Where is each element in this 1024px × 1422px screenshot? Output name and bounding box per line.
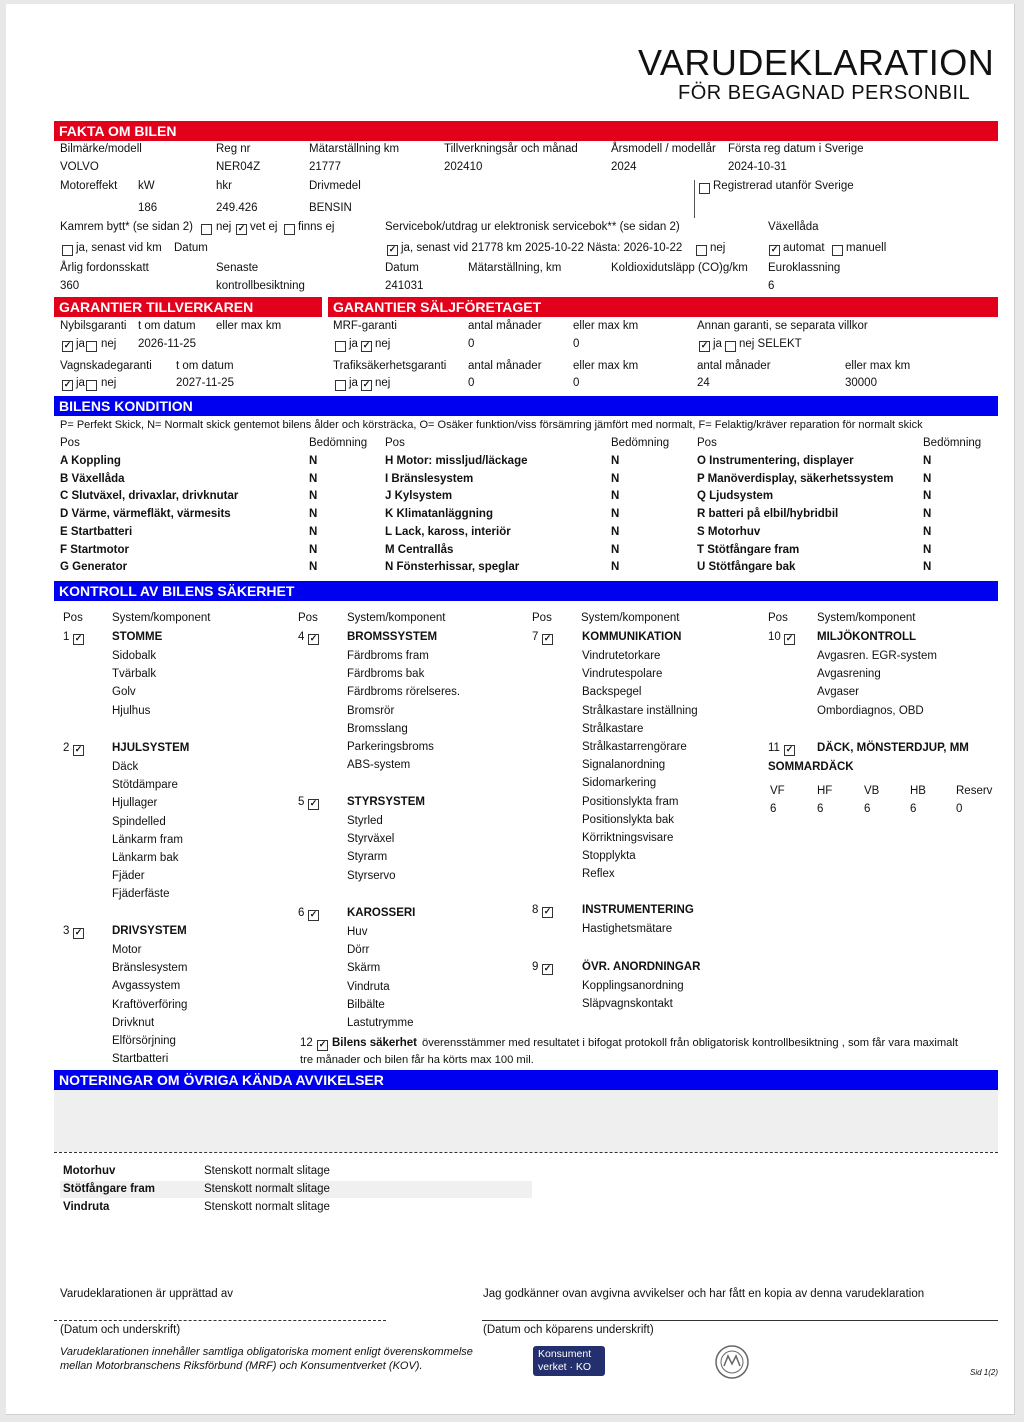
manuell-checkbox[interactable]: [832, 245, 843, 256]
kondition-rating: N: [923, 490, 932, 503]
trafik-man-value: 0: [468, 377, 475, 389]
kontroll-group-number: 5: [298, 796, 305, 808]
kontroll-item: Spindelled: [112, 815, 166, 828]
vagn-nej-label: nej: [101, 377, 117, 389]
kontroll-item: Hjullager: [112, 797, 158, 810]
kontroll-item: Sidobalk: [112, 650, 157, 662]
besiktning-matar-label: Mätarställning, km: [468, 262, 562, 274]
kontroll-item: Färdbroms bak: [347, 668, 425, 681]
fakta-label: Bilmärke/modell: [60, 143, 142, 155]
trafik-km-value: 0: [573, 377, 580, 389]
kontroll-group-checkbox[interactable]: [542, 634, 553, 645]
kondition-legend: P= Perfekt Skick, N= Normalt skick gentemot bilens ålder och körsträcka, O= Osäker funktion/viss försämring jämfört med normalt, F= Felaktig/kräver reparation för normalt skick: [60, 419, 923, 431]
besiktning-datum-value: 241031: [385, 280, 424, 292]
footer-note-line2: mellan Motorbranschens Riksförbund (MRF) och Konsumentverket (KOV).: [60, 1360, 423, 1372]
sakerhet-bold: Bilens säkerhet: [332, 1037, 418, 1049]
kontroll-item: Fjäder: [112, 870, 145, 883]
signature-line-seller: [54, 1320, 386, 1321]
kontroll-group-title: STOMME: [112, 631, 163, 643]
annan-man-label: antal månader: [697, 360, 771, 372]
tyre-value: 6: [817, 803, 824, 815]
kontroll-item: Styrled: [347, 815, 383, 827]
kontroll-item: Huv: [347, 926, 368, 938]
kontroll-group-number: 7: [532, 631, 539, 643]
kondition-rating: N: [309, 455, 318, 467]
besiktning-datum-label: Datum: [385, 262, 419, 274]
kamrem-ja-checkbox[interactable]: [62, 245, 73, 256]
kondition-item: M Centrallås: [385, 543, 454, 556]
kontroll-item: Drivknut: [112, 1016, 155, 1029]
mrf-nej-checkbox[interactable]: [361, 341, 372, 352]
kontroll-group-number: 6: [298, 907, 305, 919]
kontroll-item: Backspegel: [582, 686, 642, 699]
kontroll-group-checkbox[interactable]: [308, 799, 319, 810]
kontroll-item: Parkeringsbroms: [347, 741, 434, 753]
kamrem-finns-ej-checkbox[interactable]: [284, 224, 295, 235]
kondition-item: U Stötfångare bak: [697, 561, 796, 574]
kontroll-item: Fjäderfäste: [112, 888, 170, 901]
senaste-value: kontrollbesiktning: [216, 280, 305, 292]
notes-divider: [54, 1152, 998, 1153]
kondition-item: J Kylsystem: [385, 490, 453, 503]
kontroll-group-title: ÖVR. ANORDNINGAR: [582, 961, 701, 973]
kontroll-pos-header: Pos: [532, 612, 552, 624]
skatt-value: 360: [60, 280, 80, 292]
drivmedel-value: BENSIN: [309, 202, 352, 214]
kondition-item: S Motorhuv: [697, 525, 761, 538]
document-subtitle: FÖR BEGAGNAD PERSONBIL: [678, 82, 971, 104]
kontroll-group-number: 3: [63, 925, 70, 937]
annan-km-label: eller max km: [845, 360, 911, 372]
kontroll-item: Stötdämpare: [112, 779, 178, 792]
reg-utanfor-label: Registrerad utanför Sverige: [713, 180, 854, 192]
kondition-item: D Värme, värmefläkt, värmesits: [60, 508, 231, 521]
tyre-label: VB: [864, 785, 880, 797]
servicebok-label: Servicebok/utdrag ur elektronisk servicebok** (se sidan 2): [385, 221, 680, 233]
note-text: Stenskott normalt slitage: [204, 1201, 330, 1213]
kontroll-item: Stopplykta: [582, 850, 636, 863]
nybil-label: Nybilsgaranti: [60, 320, 127, 332]
tyre-value: 0: [956, 803, 963, 815]
note-text: Stenskott normalt slitage: [204, 1183, 330, 1195]
document-page: [6, 4, 1015, 1415]
mrf-ja-checkbox[interactable]: [335, 341, 346, 352]
fakta-label: Tillverkningsår och månad: [444, 143, 578, 155]
kontroll-group-checkbox[interactable]: [784, 745, 795, 756]
kondition-rating: N: [923, 525, 932, 538]
note-label: Motorhuv: [63, 1165, 116, 1177]
trafik-ja-label: ja: [349, 377, 358, 389]
vagn-tom-label: t om datum: [176, 360, 234, 372]
vaxellada-label: Växellåda: [768, 221, 819, 233]
kondition-rating: N: [309, 561, 318, 574]
kontroll-group-title: DRIVSYSTEM: [112, 925, 187, 937]
vagn-ja-label: ja: [76, 377, 85, 389]
kontroll-system-header: System/komponent: [817, 612, 916, 624]
kontroll-item: Positionslykta bak: [582, 813, 675, 826]
kontroll-group-title: STYRSYSTEM: [347, 796, 425, 808]
kamrem-finns-ej-label: finns ej: [298, 221, 335, 233]
kondition-rating: N: [309, 508, 318, 521]
kontroll-item: Styrservo: [347, 869, 396, 882]
note-label: Stötfångare fram: [63, 1183, 156, 1195]
nybil-km-label: eller max km: [216, 320, 282, 332]
kondition-pos-header: Pos: [697, 437, 717, 449]
kondition-rating: N: [923, 561, 932, 574]
kondition-rating: N: [309, 490, 318, 503]
kontroll-item: Ombordiagnos, OBD: [817, 704, 924, 717]
fakta-value: NER04Z: [216, 161, 261, 173]
kontroll-item: Sidomarkering: [582, 777, 657, 790]
drivmedel-label: Drivmedel: [309, 180, 361, 192]
kontroll-group-number: 1: [63, 631, 70, 643]
tyre-label: HB: [910, 785, 926, 797]
tyre-value: 6: [864, 803, 871, 815]
kondition-rating: N: [611, 455, 620, 467]
kondition-item: O Instrumentering, displayer: [697, 455, 854, 467]
note-label: Vindruta: [63, 1201, 110, 1213]
kontroll-system-header: System/komponent: [581, 612, 680, 624]
kontroll-group-checkbox[interactable]: [542, 907, 553, 918]
page-number: Sid 1(2): [970, 1368, 999, 1377]
vagn-ja-checkbox[interactable]: [62, 380, 73, 391]
annan-ja-label: ja: [713, 338, 722, 350]
annan-selekt: nej SELEKT: [739, 338, 802, 350]
kontroll-item: Styrarm: [347, 851, 388, 864]
kontroll-group-title: DÄCK, MÖNSTERDJUP, MM: [817, 742, 969, 754]
kontroll-group-checkbox[interactable]: [542, 964, 553, 975]
kontroll-group-checkbox[interactable]: [308, 910, 319, 921]
kontroll-item: Strålkastarrengörare: [582, 741, 687, 753]
kamrem-nej-checkbox[interactable]: [201, 224, 212, 235]
kontroll-item: Kraftöverföring: [112, 998, 188, 1011]
fakta-label: Mätarställning km: [309, 143, 400, 155]
kontroll-group-title: KAROSSERI: [347, 907, 416, 919]
kontroll-item: Bromsslang: [347, 722, 408, 735]
kondition-bedomning-header: Bedömning: [611, 437, 670, 449]
kontroll-item: Vindrutetorkare: [582, 650, 661, 662]
kontroll-item: Avgasrening: [817, 668, 881, 681]
fakta-value: 2024-10-31: [728, 161, 787, 173]
kontroll-group-title: INSTRUMENTERING: [582, 904, 694, 916]
kontroll-item: Avgassystem: [112, 980, 181, 993]
kondition-item: H Motor: missljud/läckage: [385, 455, 528, 467]
kontroll-group-checkbox[interactable]: [73, 928, 84, 939]
motoreffekt-label: Motoreffekt: [60, 180, 118, 192]
datum-underskrift-label: (Datum och underskrift): [60, 1324, 181, 1336]
fakta-label: Årsmodell / modellår: [611, 143, 716, 155]
kondition-rating: N: [923, 455, 932, 467]
kondition-item: P Manöverdisplay, säkerhetssystem: [697, 472, 894, 485]
kontroll-12-number: 12: [300, 1037, 313, 1049]
skatt-label: Årlig fordonsskatt: [60, 262, 149, 274]
kontroll-item: Strålkastare inställning: [582, 704, 698, 717]
servicebok-ja-checkbox[interactable]: [387, 245, 398, 256]
annan-nej-checkbox[interactable]: [725, 341, 736, 352]
kontroll-item: Länkarm fram: [112, 833, 183, 846]
godkanner-label: Jag godkänner ovan avgivna avvikelser och har fått en kopia av denna varudeklaration: [483, 1288, 925, 1300]
kamrem-vet-ej-label: vet ej: [250, 221, 278, 233]
euro-value: 6: [768, 280, 775, 292]
divider-line: [694, 180, 695, 218]
trafik-nej-label: nej: [375, 377, 391, 389]
senaste-label: Senaste: [216, 262, 259, 274]
kov-logo-line2: verket · KO: [538, 1361, 592, 1373]
servicebok-nej-label: nej: [710, 242, 726, 254]
fakta-label: Reg nr: [216, 143, 251, 155]
mrf-nej-label: nej: [375, 338, 391, 350]
signature-line-buyer: [482, 1320, 998, 1321]
kontroll-group-number: 9: [532, 961, 539, 973]
kontroll-item: Hastighetsmätare: [582, 923, 673, 935]
trafik-nej-checkbox[interactable]: [361, 380, 372, 391]
nybil-ja-label: ja: [76, 338, 85, 350]
nybil-tom-label: t om datum: [138, 320, 196, 332]
mrf-man-label: antal månader: [468, 320, 542, 332]
tyre-value: 6: [770, 803, 777, 815]
kondition-rating: N: [611, 543, 620, 556]
hkr-label: hkr: [216, 180, 232, 192]
kontroll-item: Reflex: [582, 868, 615, 881]
kontroll-item: ABS-system: [347, 759, 411, 772]
kondition-item: A Koppling: [60, 455, 121, 467]
kondition-item: K Klimatanläggning: [385, 508, 493, 521]
nybil-date: 2026-11-25: [138, 338, 196, 350]
fakta-value: 2024: [611, 161, 637, 173]
kw-label: kW: [138, 180, 155, 192]
kondition-item: N Fönsterhissar, speglar: [385, 561, 520, 574]
annan-man-value: 24: [697, 377, 710, 389]
kontroll-item: Färdbroms fram: [347, 650, 429, 662]
nybil-ja-checkbox[interactable]: [62, 341, 73, 352]
tyre-label: VF: [770, 785, 785, 797]
kondition-rating: N: [611, 508, 620, 521]
kontroll-item: Tvärbalk: [112, 668, 157, 681]
kontroll-pos-header: Pos: [768, 612, 788, 624]
mrf-man-value: 0: [468, 338, 475, 350]
kondition-rating: N: [923, 472, 932, 485]
kontroll-item: Släpvagnskontakt: [582, 998, 673, 1011]
vagnskada-label: Vagnskadegaranti: [60, 360, 152, 372]
sakerhet-text: överensstämmer med resultatet i bifogat protokoll från obligatorisk kontrollbesiktning , som får vara maximalt: [422, 1037, 958, 1049]
kontroll-item: Avgasren. EGR-system: [817, 650, 937, 662]
kontroll-item: Länkarm bak: [112, 852, 179, 864]
sakerhet-text2: tre månader och bilen får ha körts max 100 mil.: [300, 1054, 534, 1066]
nybil-nej-checkbox[interactable]: [86, 341, 97, 352]
kondition-rating: N: [611, 472, 620, 485]
kontroll-group-checkbox[interactable]: [784, 634, 795, 645]
tyre-value: 6: [910, 803, 917, 815]
kamrem-label: Kamrem bytt* (se sidan 2): [60, 221, 193, 233]
kamrem-nej-label: nej: [216, 221, 232, 233]
kondition-item: L Lack, kaross, interiör: [385, 525, 511, 538]
kontroll-item: Kopplingsanordning: [582, 980, 684, 992]
kontroll-group-title: MILJÖKONTROLL: [817, 631, 917, 643]
mrf-km-value: 0: [573, 338, 580, 350]
kontroll-group-title: KOMMUNIKATION: [582, 631, 682, 643]
kontroll-item: Färdbroms rörelseres.: [347, 686, 461, 699]
section-fakta: FAKTA OM BILEN: [54, 121, 998, 141]
kontroll-item: Bränslesystem: [112, 962, 188, 975]
kov-logo-line1: Konsument: [538, 1348, 592, 1360]
section-noteringar: NOTERINGAR OM ÖVRIGA KÄNDA AVVIKELSER: [54, 1070, 998, 1090]
kontroll-item: Strålkastare: [582, 722, 644, 735]
mrf-ja-label: ja: [349, 338, 358, 350]
kontroll-item: Signalanordning: [582, 759, 666, 772]
fakta-value: 21777: [309, 161, 341, 173]
kondition-item: F Startmotor: [60, 543, 129, 556]
kontroll-item: Avgaser: [817, 686, 859, 699]
kw-value: 186: [138, 202, 158, 214]
kondition-item: B Växellåda: [60, 472, 125, 485]
kondition-bedomning-header: Bedömning: [309, 437, 368, 449]
co2-label: Koldioxidutsläpp (CO)g/km: [611, 262, 748, 274]
kondition-item: I Bränslesystem: [385, 472, 474, 485]
kondition-bedomning-header: Bedömning: [923, 437, 982, 449]
kontroll-item: Vindruta: [347, 980, 390, 993]
mrf-label: MRF-garanti: [333, 320, 397, 332]
kontroll-item: Elförsörjning: [112, 1035, 176, 1047]
kondition-rating: N: [309, 525, 318, 538]
tyre-label: HF: [817, 785, 833, 797]
kontroll-item: Vindrutespolare: [582, 668, 663, 681]
kamrem-vet-ej-checkbox[interactable]: [236, 224, 247, 235]
hkr-value: 249.426: [216, 202, 258, 214]
sakerhet-checkbox[interactable]: [317, 1040, 328, 1051]
euro-label: Euroklassning: [768, 262, 841, 274]
vagn-date: 2027-11-25: [176, 377, 234, 389]
nybil-nej-label: nej: [101, 338, 117, 350]
trafik-km-label: eller max km: [573, 360, 639, 372]
kontroll-item: Dörr: [347, 944, 370, 957]
kontroll-group-number: 8: [532, 904, 539, 916]
kontroll-item: Golv: [112, 686, 136, 699]
kontroll-group-checkbox[interactable]: [73, 745, 84, 756]
trafik-man-label: antal månader: [468, 360, 542, 372]
servicebok-nej-checkbox[interactable]: [696, 245, 707, 256]
kontroll-item: Skärm: [347, 962, 381, 975]
kamrem-datum-label: Datum: [174, 242, 208, 254]
kontroll-pos-header: Pos: [298, 612, 318, 624]
sommardack-label: SOMMARDÄCK: [768, 761, 854, 773]
manuell-label: manuell: [846, 242, 887, 254]
upprattad-label: Varudeklarationen är upprättad av: [60, 1288, 234, 1300]
trafik-ja-checkbox[interactable]: [335, 380, 346, 391]
kondition-pos-header: Pos: [385, 437, 405, 449]
annan-ja-checkbox[interactable]: [699, 341, 710, 352]
kondition-item: C Slutväxel, drivaxlar, drivknutar: [60, 490, 239, 503]
kontroll-group-number: 2: [63, 742, 70, 754]
kamrem-ja-label: ja, senast vid km: [76, 242, 162, 254]
kondition-rating: N: [923, 543, 932, 556]
kondition-pos-header: Pos: [60, 437, 80, 449]
kontroll-item: Bromsrör: [347, 704, 395, 717]
kondition-item: G Generator: [60, 561, 128, 574]
kondition-item: R batteri på elbil/hybridbil: [697, 508, 839, 521]
reg-utanfor-checkbox[interactable]: [699, 183, 710, 194]
kontroll-system-header: System/komponent: [112, 612, 211, 624]
section-kondition: BILENS KONDITION: [54, 396, 998, 416]
kontroll-group-number: 10: [768, 631, 781, 643]
kondition-rating: N: [309, 472, 318, 485]
kondition-item: E Startbatteri: [60, 525, 133, 538]
kontroll-item: Däck: [112, 761, 139, 773]
kontroll-item: Körriktningsvisare: [582, 832, 674, 844]
automat-label: automat: [783, 242, 825, 254]
trafik-label: Trafiksäkerhetsgaranti: [333, 360, 447, 372]
section-kontroll: KONTROLL AV BILENS SÄKERHET: [54, 581, 998, 601]
mrf-seal-icon: [714, 1344, 750, 1380]
datum-kopare-label: (Datum och köparens underskrift): [483, 1324, 654, 1336]
kondition-rating: N: [923, 508, 932, 521]
kontroll-item: Styrväxel: [347, 833, 395, 846]
tyre-label: Reserv: [956, 785, 993, 797]
kontroll-group-checkbox[interactable]: [308, 634, 319, 645]
section-garanti-tillverkaren: GARANTIER TILLVERKAREN: [54, 297, 322, 317]
fakta-value: 202410: [444, 161, 483, 173]
kontroll-item: Bilbälte: [347, 998, 385, 1011]
kontroll-system-header: System/komponent: [347, 612, 446, 624]
footer-note-line1: Varudeklarationen innehåller samtliga obligatoriska moment enligt överenskommelse: [60, 1346, 473, 1358]
automat-checkbox[interactable]: [769, 245, 780, 256]
kontroll-pos-header: Pos: [63, 612, 83, 624]
kontroll-group-checkbox[interactable]: [73, 634, 84, 645]
annan-km-value: 30000: [845, 377, 877, 389]
annan-label: Annan garanti, se separata villkor: [697, 320, 868, 332]
section-garanti-saljforetaget: GARANTIER SÄLJFÖRETAGET: [328, 297, 998, 317]
kontroll-group-title: BROMSSYSTEM: [347, 631, 438, 643]
kondition-item: T Stötfångare fram: [697, 543, 800, 556]
kontroll-group-title: HJULSYSTEM: [112, 742, 190, 754]
kondition-rating: N: [611, 561, 620, 574]
fakta-value: VOLVO: [60, 161, 99, 173]
kontroll-item: Lastutrymme: [347, 1017, 414, 1029]
kondition-rating: N: [611, 525, 620, 538]
kondition-item: Q Ljudsystem: [697, 490, 774, 503]
kontroll-item: Motor: [112, 944, 142, 956]
note-text: Stenskott normalt slitage: [204, 1165, 330, 1177]
vagn-nej-checkbox[interactable]: [86, 380, 97, 391]
kontroll-item: Startbatteri: [112, 1053, 169, 1066]
konsumentverket-logo: [533, 1346, 605, 1376]
fakta-label: Första reg datum i Sverige: [728, 143, 864, 155]
servicebok-value: ja, senast vid 21778 km 2025-10-22 Nästa: 2026-10-22: [401, 242, 683, 254]
document-title: VARUDEKLARATION: [638, 42, 995, 83]
mrf-km-label: eller max km: [573, 320, 639, 332]
notes-area: [54, 1090, 998, 1152]
kondition-rating: N: [309, 543, 318, 556]
kontroll-item: Hjulhus: [112, 704, 151, 717]
kontroll-group-number: 11: [768, 742, 780, 754]
kontroll-group-number: 4: [298, 631, 305, 643]
kontroll-item: Positionslykta fram: [582, 795, 679, 808]
kondition-rating: N: [611, 490, 620, 503]
